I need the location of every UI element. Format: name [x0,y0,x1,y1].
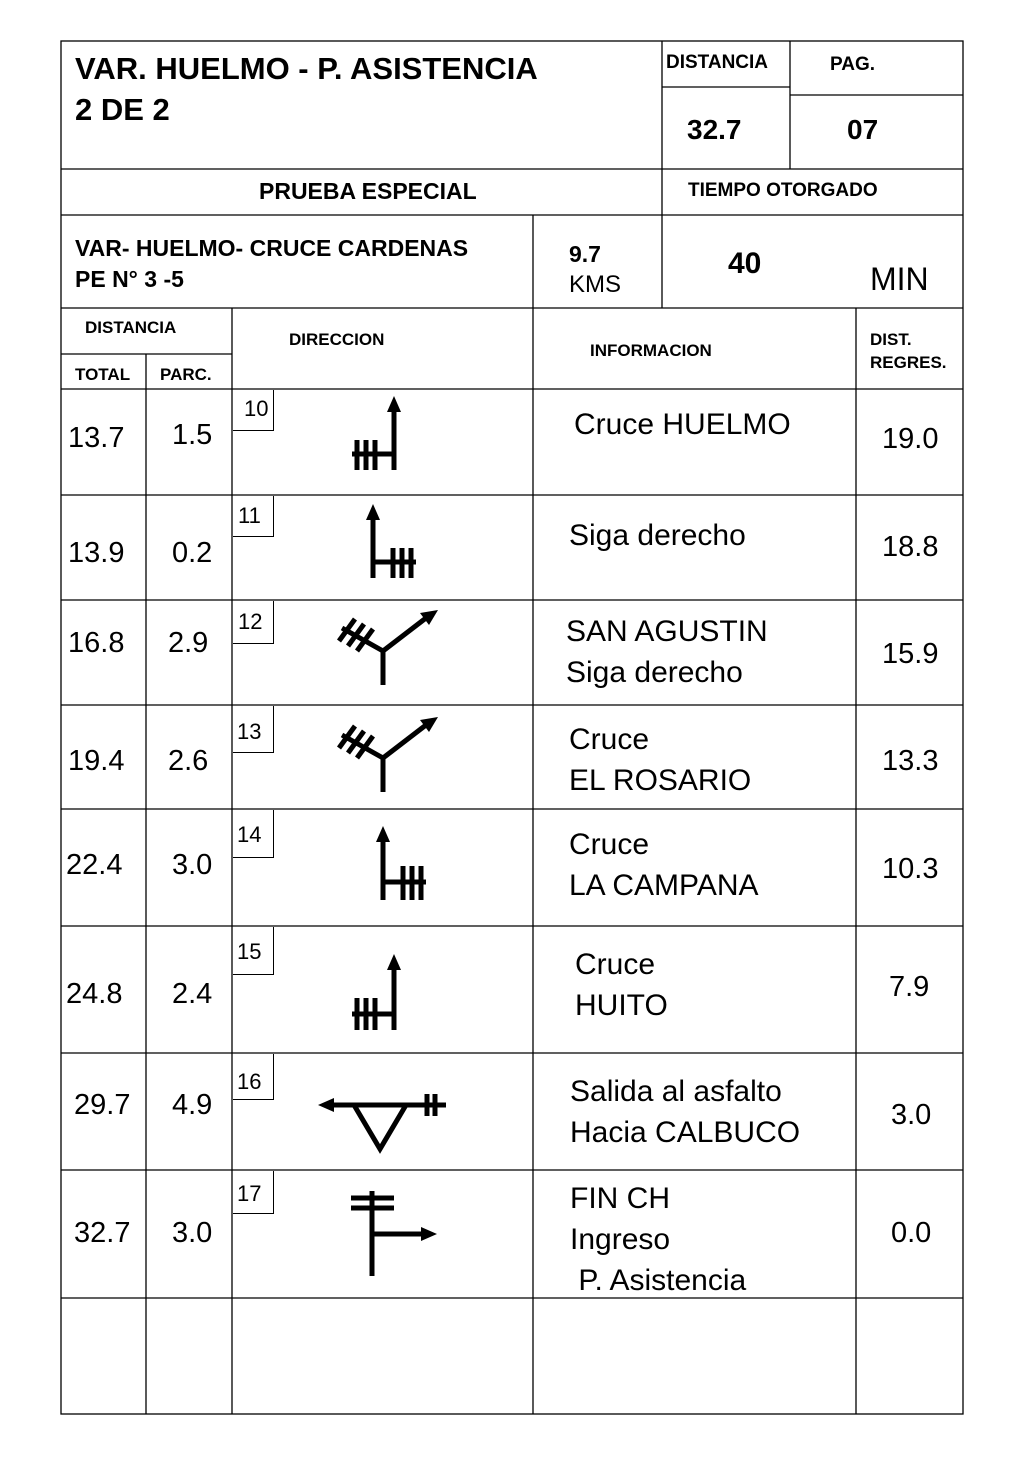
row-info: Cruce HUITO [575,948,668,1022]
row-info: Siga derecho [569,519,746,552]
row-total: 13.7 [68,422,125,454]
row-info: Cruce LA CAMPANA [569,828,759,902]
row-remaining: 18.8 [882,531,939,563]
time-allowed-label: TIEMPO OTORGADO [688,180,878,201]
distance-label: DISTANCIA [666,52,769,73]
keep-right-fork-icon [330,710,450,795]
straight-on-crossing-right-icon [360,820,460,905]
row-partial: 0.2 [172,537,213,569]
row-partial: 4.9 [172,1089,213,1121]
row-remaining: 19.0 [882,423,939,455]
keep-right-fork-icon [330,603,450,688]
straight-on-crossing-left-icon [330,950,430,1035]
row-total: 29.7 [74,1089,131,1121]
row-info: Salida al asfalto Hacia CALBUCO [570,1075,801,1149]
stage-length-value: 9.7 [569,241,601,267]
column-distance: DISTANCIA [85,318,177,337]
stage-type-label: PRUEBA ESPECIAL [259,178,477,204]
step-number: 12 [238,609,263,634]
column-information: INFORMACION [590,341,712,360]
straight-on-crossing-right-icon [350,498,450,583]
row-remaining: 3.0 [891,1099,932,1131]
straight-on-crossing-left-icon [330,392,430,477]
row-total: 16.8 [68,627,125,659]
row-info: Cruce HUELMO [574,408,791,441]
finish-turn-right-icon [340,1186,450,1281]
step-number: 13 [237,719,262,744]
row-partial: 3.0 [172,1217,213,1249]
route-title: VAR. HUELMO - P. ASISTENCIA [75,51,538,86]
row-remaining: 15.9 [882,638,939,670]
column-remaining-line1: DIST. [870,330,912,349]
time-allowed-value: 40 [728,247,762,280]
step-number: 11 [238,503,261,528]
row-info: SAN AGUSTIN Siga derecho [566,615,768,689]
step-number: 16 [237,1069,262,1094]
row-partial: 2.4 [172,978,213,1010]
row-total: 19.4 [68,745,125,777]
column-total: TOTAL [75,365,131,384]
column-direction: DIRECCION [289,330,385,349]
row-partial: 2.9 [168,627,209,659]
stage-length-unit: KMS [569,271,622,298]
step-number: 14 [237,822,262,847]
step-number: 10 [244,396,269,421]
row-total: 22.4 [66,849,123,881]
turn-left-triangle-junction-icon [316,1086,456,1156]
row-remaining: 10.3 [882,853,939,885]
step-number: 15 [237,939,262,964]
row-remaining: 7.9 [889,971,930,1003]
time-allowed-unit: MIN [870,261,929,297]
distance-value: 32.7 [687,114,742,145]
column-remaining-line2: REGRES. [870,353,947,372]
row-info: FIN CH Ingreso P. Asistencia [570,1182,747,1297]
route-part: 2 DE 2 [75,92,170,127]
page-number: 07 [847,114,879,145]
row-partial: 3.0 [172,849,213,881]
row-total: 13.9 [68,537,125,569]
row-partial: 1.5 [172,419,213,451]
column-partial: PARC. [160,365,212,384]
stage-name: VAR- HUELMO- CRUCE CARDENAS [75,235,469,261]
row-info: Cruce EL ROSARIO [569,723,752,797]
stage-number: PE N° 3 -5 [75,266,184,292]
step-number: 17 [237,1181,262,1206]
row-partial: 2.6 [168,745,209,777]
page-label: PAG. [830,54,876,75]
row-total: 24.8 [66,978,123,1010]
row-total: 32.7 [74,1217,131,1249]
row-remaining: 0.0 [891,1217,932,1249]
row-remaining: 13.3 [882,745,939,777]
